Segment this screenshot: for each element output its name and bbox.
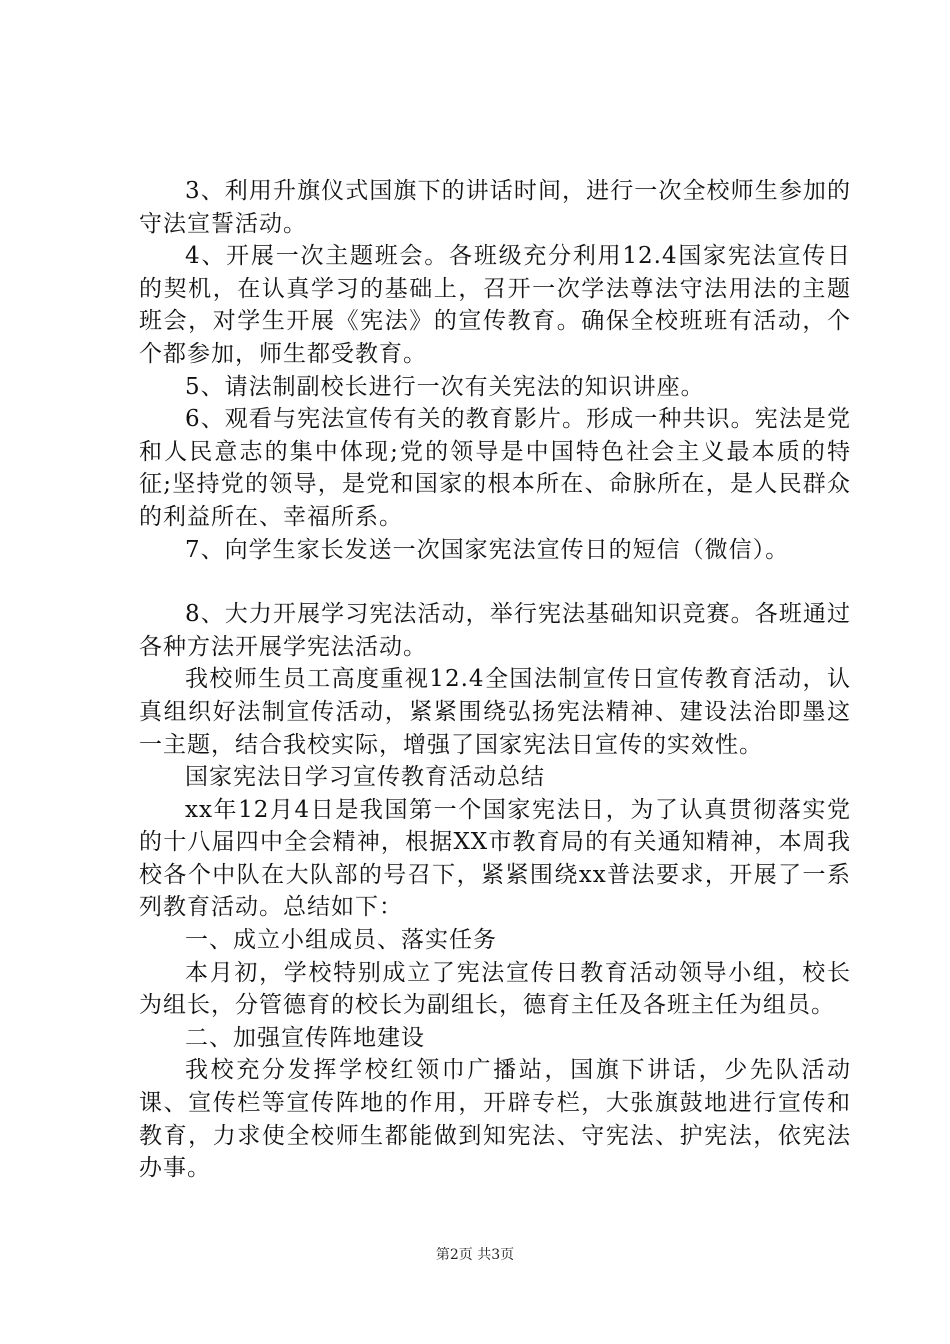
paragraph-item-6: 6、观看与宪法宣传有关的教育影片。形成一种共识。宪法是党和人民意志的集中体现;党的领导是中国特色社会主义最本质的特征;坚持党的领导，是党和国家的根本所在、命脉所在，是人民群众的利益所在、幸福所系。 xyxy=(139,406,851,530)
section-heading-2: 二、加强宣传阵地建设 xyxy=(185,1024,425,1051)
document-body xyxy=(139,175,851,1185)
paragraph-summary-intro: 我校师生员工高度重视12.4全国法制宣传日宣传教育活动，认真组织好法制宣传活动，紧紧围绕弘扬宪法精神、建设法治即墨这一主题，结合我校实际，增强了国家宪法日宣传的实效性。 xyxy=(139,666,851,758)
section-heading-1: 一、成立小组成员、落实任务 xyxy=(185,927,497,954)
paragraph-item-7: 7、向学生家长发送一次国家宪法宣传日的短信（微信）。 xyxy=(185,536,790,563)
paragraph-item-3: 3、利用升旗仪式国旗下的讲话时间，进行一次全校师生参加的守法宣誓活动。 xyxy=(139,178,851,237)
paragraph-section-2: 我校充分发挥学校红领巾广播站，国旗下讲话，少先队活动课、宣传栏等宣传阵地的作用，开辟专栏，大张旗鼓地进行宣传和教育，力求使全校师生都能做到知宪法、守宪法、护宪法，依宪法办事。 xyxy=(139,1057,851,1182)
paragraph-item-4: 4、开展一次主题班会。各班级充分利用12.4国家宪法宣传日的契机，在认真学习的基础上，召开一次学法尊法守法用法的主题班会，对学生开展《宪法》的宣传教育。确保全校班班有活动，个个都参加，师生都受教育。 xyxy=(139,243,851,367)
page-footer: 第2页 共3页 xyxy=(435,1247,515,1263)
paragraph-background: xx年12月4日是我国第一个国家宪法日，为了认真贯彻落实党的十八届四中全会精神，根据XX市教育局的有关通知精神，本周我校各个中队在大队部的号召下，紧紧围绕xx普法要求，开展了一系列教育活动。总结如下： xyxy=(139,796,851,921)
paragraph-section-1: 本月初，学校特别成立了宪法宣传日教育活动领导小组，校长为组长，分管德育的校长为副组长，德育主任及各班主任为组员。 xyxy=(139,959,851,1019)
paragraph-item-8: 8、大力开展学习宪法活动，举行宪法基础知识竞赛。各班通过各种方法开展学宪法活动。 xyxy=(139,601,851,660)
paragraph-item-5: 5、请法制副校长进行一次有关宪法的知识讲座。 xyxy=(185,373,705,400)
section-title: 国家宪法日学习宣传教育活动总结 xyxy=(185,764,545,791)
paragraph-spacer xyxy=(139,566,851,598)
